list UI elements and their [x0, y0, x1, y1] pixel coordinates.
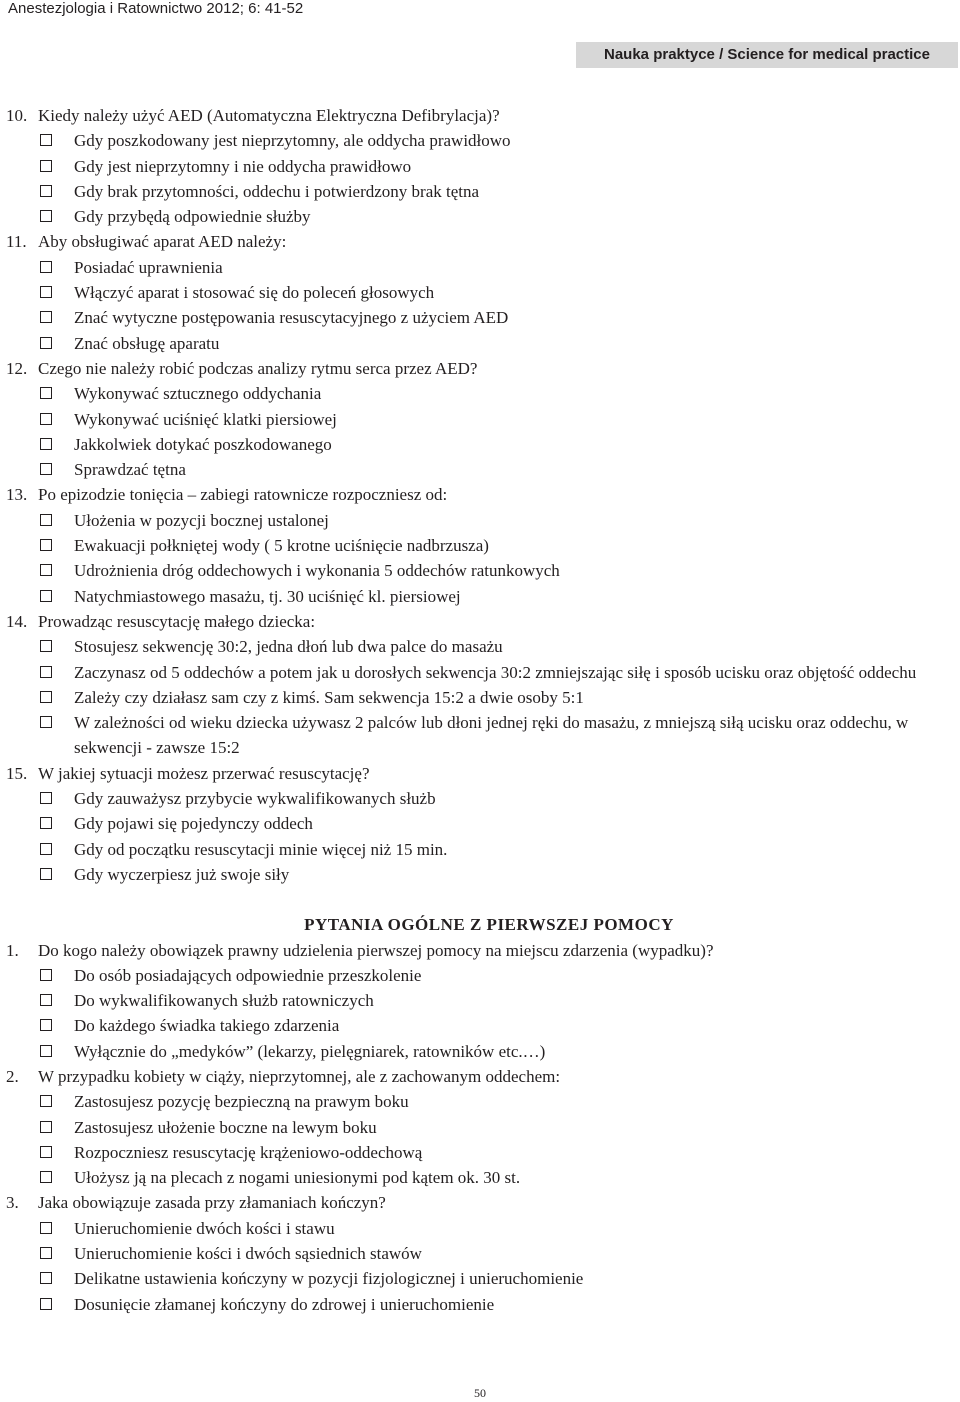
answer-option [0, 179, 960, 204]
answer-label: W zależności od wieku dziecka używasz 2 palców lub dłoni jednej ręki do masażu, z mniejszą siłą ucisku oraz oddechu, w sekwencji - zawsze 15:2 [74, 713, 909, 758]
checkbox-icon[interactable] [40, 691, 52, 703]
answer-label: Gdy zauważysz przybycie wykwalifikowanych służb [74, 789, 436, 809]
answer-option [0, 811, 960, 836]
question [0, 229, 960, 254]
checkbox-icon[interactable] [40, 1247, 52, 1259]
answer-label: Gdy przybędą odpowiednie służby [74, 207, 311, 227]
checkbox-icon[interactable] [40, 539, 52, 551]
question-number: 15. [6, 763, 28, 783]
checkbox-icon[interactable] [40, 1095, 52, 1107]
checkbox-icon[interactable] [40, 337, 52, 349]
answer-label: Do każdego świadka takiego zdarzenia [74, 1016, 340, 1036]
answer-option [0, 1140, 960, 1165]
answer-label: Unieruchomienie dwóch kości i stawu [74, 1218, 335, 1238]
answer-option [0, 1115, 960, 1140]
question-text: Czego nie należy robić podczas analizy rytmu serca przez AED? [38, 358, 478, 378]
answer-label: Do wykwalifikowanych służb ratowniczych [74, 991, 374, 1011]
answer-option [0, 1089, 960, 1114]
answer-option [0, 685, 960, 710]
answer-label: Delikatne ustawienia kończyny w pozycji fizjologicznej i unieruchomienie [74, 1269, 584, 1289]
question-number: 10. [6, 106, 28, 125]
checkbox-icon[interactable] [40, 817, 52, 829]
answer-option [0, 634, 960, 659]
checkbox-icon[interactable] [40, 261, 52, 273]
answer-option [0, 1013, 960, 1038]
answer-label: Ułożysz ją na plecach z nogami uniesionymi pod kątem ok. 30 st. [74, 1168, 521, 1188]
answer-option [0, 128, 960, 153]
checkbox-icon[interactable] [40, 564, 52, 576]
answer-label: Wykonywać sztucznego oddychania [74, 384, 322, 404]
checkbox-icon[interactable] [40, 438, 52, 450]
question-number: 12. [6, 358, 28, 378]
answer-label: Udrożnienia dróg oddechowych i wykonania 5 oddechów ratunkowych [74, 561, 560, 581]
answer-label: Jakkolwiek dotykać poszkodowanego [74, 434, 332, 454]
checkbox-icon[interactable] [40, 792, 52, 804]
answer-option [0, 204, 960, 229]
answer-label: Gdy brak przytomności, oddechu i potwierdzony brak tętna [74, 181, 480, 201]
checkbox-icon[interactable] [40, 514, 52, 526]
question-number: 14. [6, 611, 28, 631]
answer-option [0, 862, 960, 887]
answer-option [0, 837, 960, 862]
question-number: 11. [6, 232, 27, 252]
answer-label: Znać obsługę aparatu [74, 333, 220, 353]
checkbox-icon[interactable] [40, 1121, 52, 1133]
checkbox-icon[interactable] [40, 413, 52, 425]
answer-option [0, 1266, 960, 1291]
question-list-aed [0, 103, 960, 887]
answer-label: Sprawdzać tętna [74, 460, 186, 480]
answer-label: Zastosujesz ułożenie boczne na lewym boku [74, 1117, 377, 1137]
answer-label: Wykonywać uciśnięć klatki piersiowej [74, 409, 337, 429]
answer-option [0, 407, 960, 432]
checkbox-icon[interactable] [40, 387, 52, 399]
answer-option [0, 305, 960, 330]
checkbox-icon[interactable] [40, 666, 52, 678]
answer-option [0, 457, 960, 482]
section-gap [0, 887, 960, 912]
checkbox-icon[interactable] [40, 1146, 52, 1158]
question [0, 609, 960, 634]
checkbox-icon[interactable] [40, 969, 52, 981]
answer-label: Gdy pojawi się pojedynczy oddech [74, 814, 313, 834]
question-number: 1. [6, 940, 19, 960]
checkbox-icon[interactable] [40, 134, 52, 146]
answer-option [0, 786, 960, 811]
answer-option [0, 660, 960, 685]
checkbox-icon[interactable] [40, 1171, 52, 1183]
question [0, 761, 960, 786]
question-text: Kiedy należy użyć AED (Automatyczna Elektryczna Defibrylacja)? [38, 106, 500, 125]
question-text: Prowadząc resuscytację małego dziecka: [38, 611, 316, 631]
answer-option [0, 508, 960, 533]
answer-label: Do osób posiadających odpowiednie przeszkolenie [74, 965, 422, 985]
checkbox-icon[interactable] [40, 463, 52, 475]
checkbox-icon[interactable] [40, 843, 52, 855]
answer-option [0, 331, 960, 356]
question-text: Do kogo należy obowiązek prawny udzielenia pierwszej pomocy na miejscu zdarzenia (wypadku)? [38, 940, 714, 960]
answer-label: Rozpoczniesz resuscytację krążeniowo-oddechową [74, 1142, 423, 1162]
answer-option [0, 432, 960, 457]
answer-label: Gdy wyczerpiesz już swoje siły [74, 864, 290, 884]
checkbox-icon[interactable] [40, 286, 52, 298]
answer-option [0, 1216, 960, 1241]
document-body [0, 103, 960, 1317]
answer-label: Gdy poszkodowany jest nieprzytomny, ale oddycha prawidłowo [74, 131, 511, 151]
answer-option [0, 1241, 960, 1266]
section-banner: Nauka praktyce / Science for medical practice [576, 42, 958, 68]
answer-label: Zaczynasz od 5 oddechów a potem jak u dorosłych sekwencja 30:2 zmniejszając siłę i sposób ucisku oraz objętość oddechu [74, 662, 917, 682]
answer-label: Zastosujesz pozycję bezpieczną na prawym boku [74, 1092, 409, 1112]
checkbox-icon[interactable] [40, 716, 52, 728]
checkbox-icon[interactable] [40, 210, 52, 222]
question-text: Po epizodzie tonięcia – zabiegi ratownicze rozpoczniesz od: [38, 485, 448, 505]
answer-option [0, 280, 960, 305]
checkbox-icon[interactable] [40, 640, 52, 652]
answer-label: Gdy jest nieprzytomny i nie oddycha prawidłowo [74, 156, 412, 176]
answer-label: Posiadać uprawnienia [74, 257, 223, 277]
journal-header: Anestezjologia i Ratownictwo 2012; 6: 41-52 [8, 0, 304, 17]
checkbox-icon[interactable] [40, 1222, 52, 1234]
answer-option [0, 710, 960, 761]
answer-option [0, 558, 960, 583]
question-number: 2. [6, 1066, 19, 1086]
question [0, 482, 960, 507]
question [0, 1190, 960, 1215]
checkbox-icon[interactable] [40, 1298, 52, 1310]
answer-label: Unieruchomienie kości i dwóch sąsiednich stawów [74, 1244, 422, 1264]
answer-option [0, 1165, 960, 1190]
checkbox-icon[interactable] [40, 994, 52, 1006]
checkbox-icon[interactable] [40, 868, 52, 880]
page-number: 50 [474, 1386, 486, 1400]
answer-option [0, 255, 960, 280]
answer-label: Znać wytyczne postępowania resuscytacyjnego z użyciem AED [74, 308, 509, 328]
checkbox-icon[interactable] [40, 1019, 52, 1031]
answer-option [0, 584, 960, 609]
answer-option [0, 1039, 960, 1064]
answer-label: Gdy od początku resuscytacji minie więcej niż 15 min. [74, 839, 448, 859]
question-text: W przypadku kobiety w ciąży, nieprzytomnej, ale z zachowanym oddechem: [38, 1066, 561, 1086]
question-text: Jaka obowiązuje zasada przy złamaniach kończyn? [38, 1193, 386, 1213]
question-list-general [0, 938, 960, 1317]
question-text: Aby obsługiwać aparat AED należy: [38, 232, 287, 252]
answer-option [0, 988, 960, 1013]
answer-option [0, 1292, 960, 1317]
answer-label: Natychmiastowego masażu, tj. 30 uciśnięć kl. piersiowej [74, 586, 461, 606]
checkbox-icon[interactable] [40, 311, 52, 323]
answer-label: Stosujesz sekwencję 30:2, jedna dłoń lub dwa palce do masażu [74, 637, 503, 657]
answer-label: Włączyć aparat i stosować się do poleceń głosowych [74, 283, 435, 303]
checkbox-icon[interactable] [40, 160, 52, 172]
question [0, 1064, 960, 1089]
answer-label: Dosunięcie złamanej kończyny do zdrowej i unieruchomienie [74, 1294, 495, 1314]
answer-label: Ewakuacji połkniętej wody ( 5 krotne uciśnięcie nadbrzusza) [74, 536, 489, 556]
question [0, 938, 960, 963]
question-number: 13. [6, 485, 28, 505]
answer-option [0, 381, 960, 406]
answer-label: Wyłącznie do „medyków” (lekarzy, pielęgniarek, ratowników etc.…) [74, 1041, 546, 1061]
question-text: W jakiej sytuacji możesz przerwać resuscytację? [38, 763, 370, 783]
answer-option [0, 533, 960, 558]
checkbox-icon[interactable] [40, 1272, 52, 1284]
question [0, 356, 960, 381]
question-number: 3. [6, 1193, 19, 1213]
answer-label: Zależy czy działasz sam czy z kimś. Sam sekwencja 15:2 a dwie osoby 5:1 [74, 687, 584, 707]
answer-option [0, 963, 960, 988]
answer-label: Ułożenia w pozycji bocznej ustalonej [74, 510, 329, 530]
checkbox-icon[interactable] [40, 185, 52, 197]
question [0, 103, 960, 128]
answer-option [0, 154, 960, 179]
section-title: PYTANIA OGÓLNE Z PIERWSZEJ POMOCY [304, 915, 674, 935]
checkbox-icon[interactable] [40, 590, 52, 602]
checkbox-icon[interactable] [40, 1045, 52, 1057]
